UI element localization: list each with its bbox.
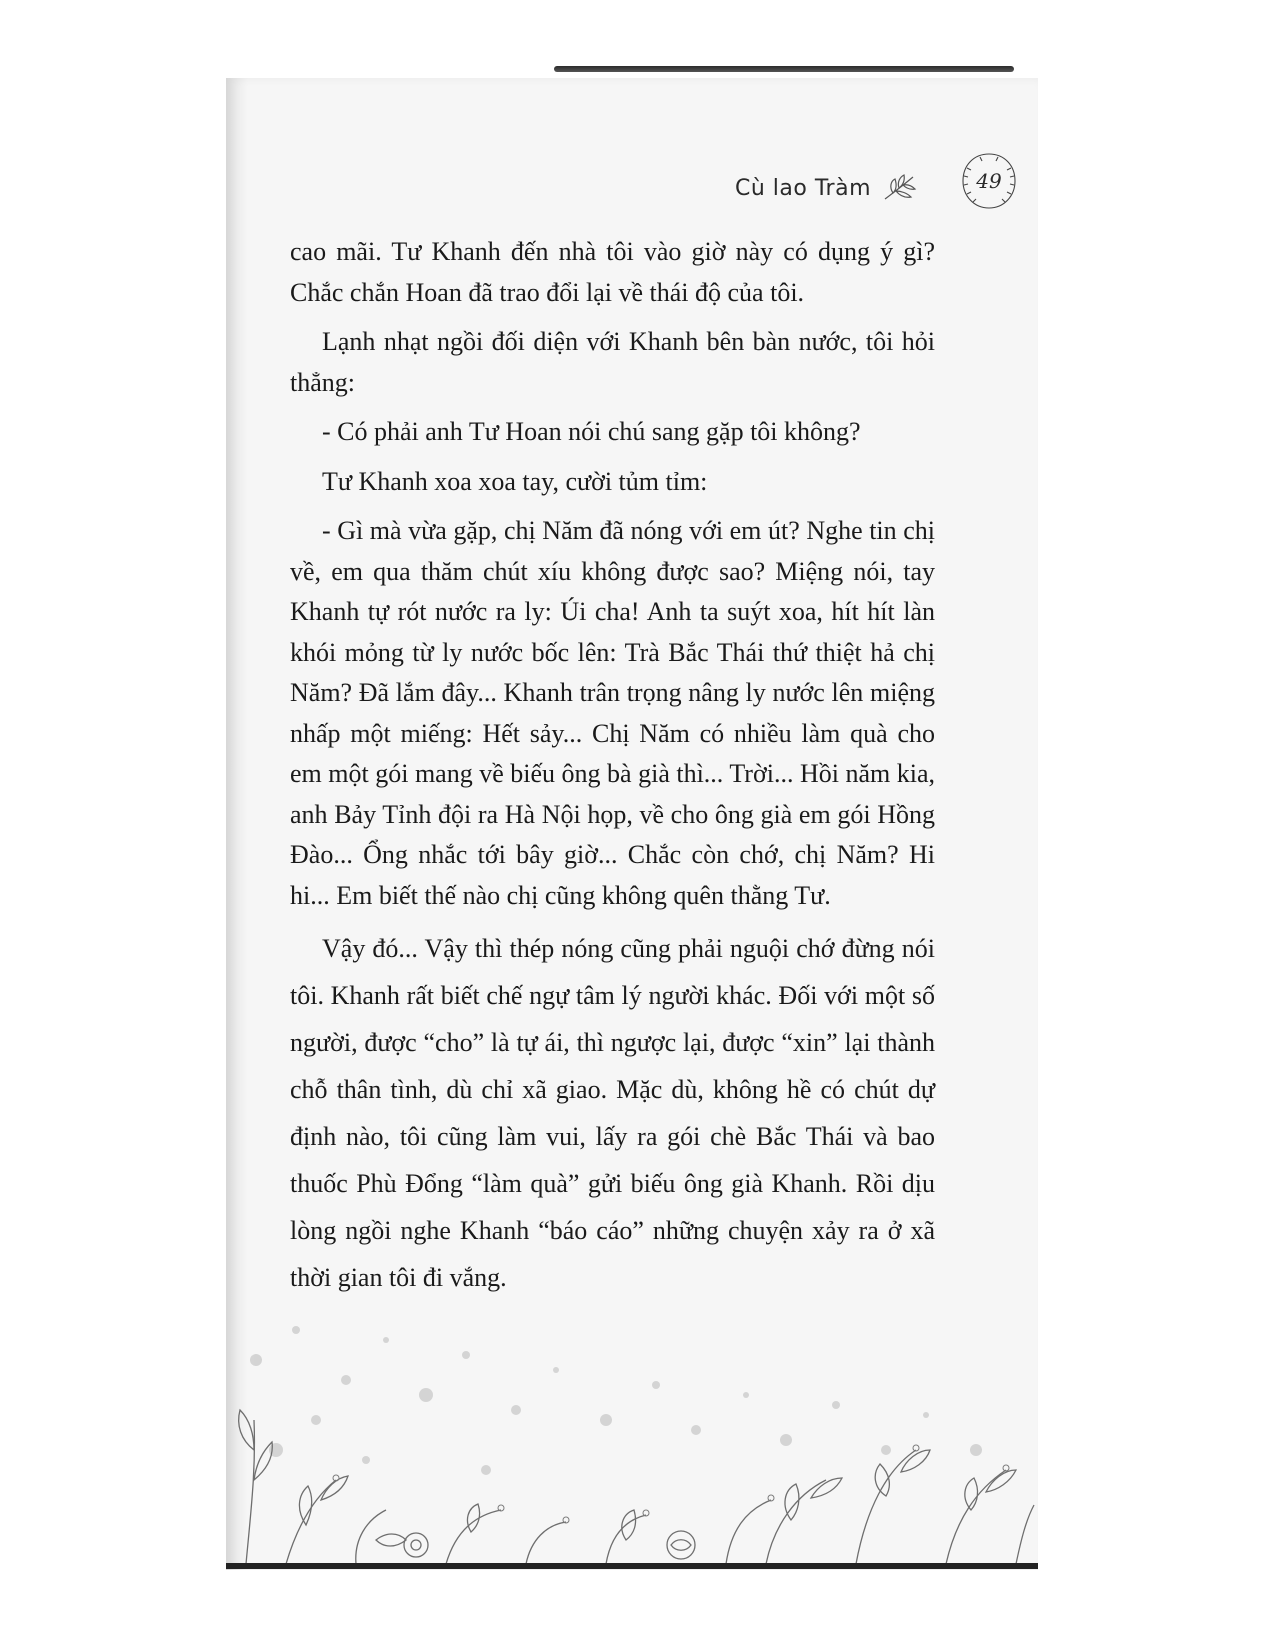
running-header [735,168,917,208]
bottom-page-edge [226,1563,1038,1569]
paragraph: - Có phải anh Tư Hoan nói chú sang gặp tôi không? [322,417,861,446]
paragraph: cao mãi. Tư Khanh đến nhà tôi vào giờ này có dụng ý gì? Chắc chắn Hoan đã trao đổi lại về thái độ của tôi. [290,237,935,307]
paragraph: Lạnh nhạt ngồi đối diện với Khanh bên bàn nước, tôi hỏi thẳng: [290,327,935,397]
page-number-badge [958,150,1020,212]
paragraph: - Gì mà vừa gặp, chị Năm đã nóng với em út? Nghe tin chị về, em qua thăm chút xíu không được sao? Miệng nói, tay Khanh tự rót nước ra ly: Úi cha! Anh ta suýt xoa, hít hít làn khói mỏng từ ly nước bốc lên: Trà Bắc Thái thứ thiệt hả chị Năm? Đã lắm đây... Khanh trân trọng nâng ly nước lên miệng nhấp một miếng: Hết sảy... Chị Năm có nhiều làm quà cho em một gói mang về biếu ông bà già thì... Trời... Hồi năm kia, anh Bảy Tỉnh đội ra Hà Nội họp, về cho ông già em gói Hồng Đào... Ổng nhắc tới bây giờ... Chắc còn chớ, chị Năm? Hi hi... Em biết thế nào chị cũng không quên thằng Tư. [290,516,935,910]
paragraph: Tư Khanh xoa xoa tay, cười tủm tỉm: [322,466,708,496]
page-number: 49 [976,169,1002,193]
body-text [290,232,935,1301]
leaf-icon [881,173,917,203]
floral-border [226,1300,1038,1564]
top-page-edge [554,66,1014,72]
paragraph: Vậy đó... Vậy thì thép nóng cũng phải nguội chớ đừng nói tôi. Khanh rất biết chế ngự tâm lý người khác. Đối với một số người, được “cho” là tự ái, thì ngược lại, được “xin” lại thành chỗ thân tình, dù chỉ xã giao. Mặc dù, không hề có chút dự định nào, tôi cũng làm vui, lấy ra gói chè Bắc Thái và bao thuốc Phù Đổng “làm quà” gửi biếu ông già Khanh. Rồi dịu lòng ngồi nghe Khanh “báo cáo” những chuyện xảy ra ở xã thời gian tôi đi vắng. [290,934,935,1292]
running-title: Cù lao Tràm [735,175,872,201]
